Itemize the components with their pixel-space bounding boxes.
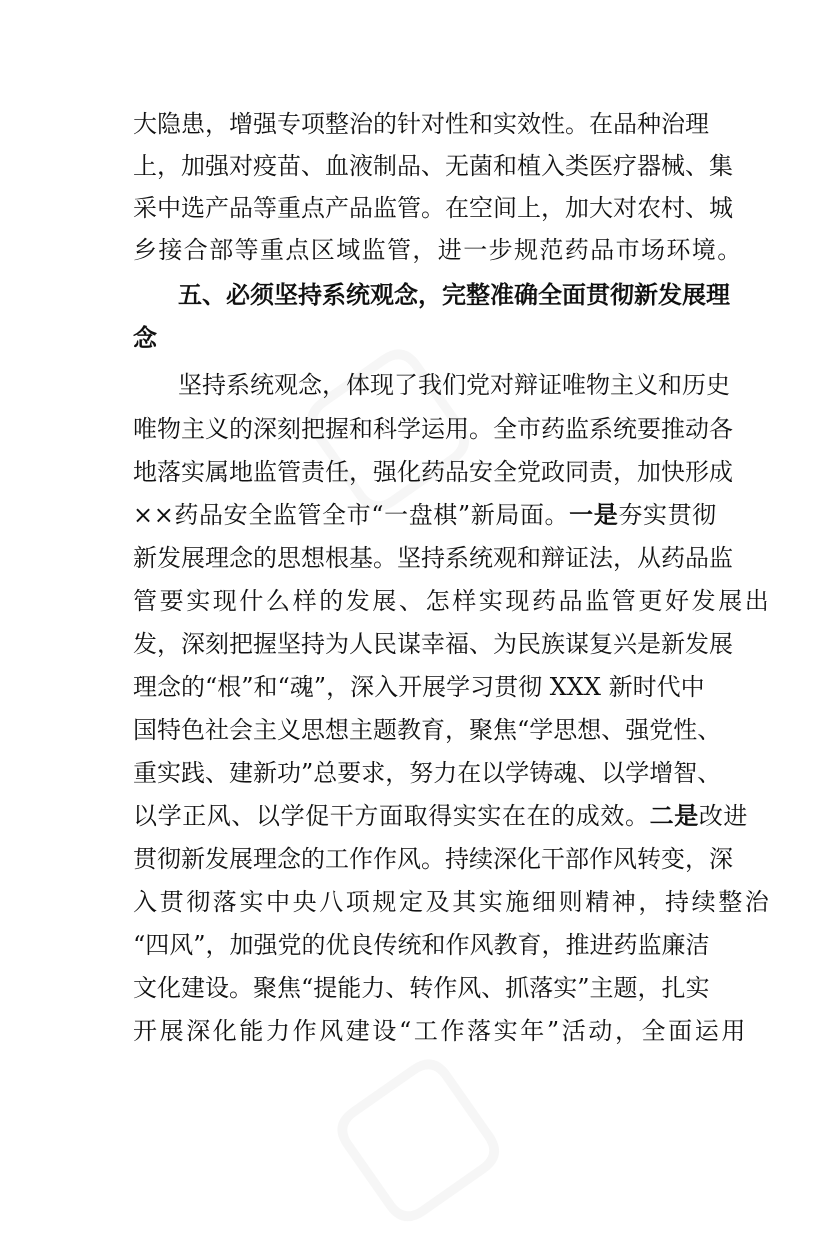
body-line xyxy=(133,495,717,535)
section-heading-cont: 念 xyxy=(133,323,159,352)
body-line: 乡接合部等重点区域监管，进一步规范药品市场环境。 xyxy=(133,236,743,264)
body-line xyxy=(133,796,749,836)
body-line: 重实践、建新功”总要求，努力在以学铸魂、以学增智、 xyxy=(133,759,722,787)
body-line: 采中选产品等重点产品监管。在空间上，加大对农村、城 xyxy=(133,194,733,222)
body-line: 新发展理念的思想根基。坚持系统观和辩证法，从药品监 xyxy=(133,544,733,572)
section-heading: 五、必须坚持系统观念，完整准确全面贯彻新发展理 xyxy=(178,280,730,309)
emphasis-text: 一是 xyxy=(569,500,619,529)
body-text: 夯实贯彻 xyxy=(618,501,717,529)
body-line: 上，加强对疫苗、血液制品、无菌和植入类医疗器械、集 xyxy=(133,152,733,180)
body-text: 以学正风、以学促干方面取得实实在在的成效。 xyxy=(133,802,650,830)
body-line: 大隐患，增强专项整治的针对性和实效性。在品种治理 xyxy=(133,110,709,138)
body-line: 地落实属地监管责任，强化药品安全党政同责，加快形成 xyxy=(133,458,733,486)
body-line: 坚持系统观念，体现了我们党对辩证唯物主义和历史 xyxy=(178,371,730,399)
emphasis-text: 二是 xyxy=(649,801,699,830)
body-text: ××药品安全监管全市“一盘棋”新局面。 xyxy=(133,501,570,529)
body-line: “四风”，加强党的优良传统和作风教育，推进药监廉洁 xyxy=(133,931,710,959)
body-line: 入贯彻落实中央八项规定及其实施细则精神，持续整治 xyxy=(133,888,772,916)
body-line: 贯彻新发展理念的工作作风。持续深化干部作风转变，深 xyxy=(133,845,733,873)
body-line: 文化建设。聚焦“提能力、转作风、抓落实”主题，扎实 xyxy=(133,974,710,1002)
body-text: 改进 xyxy=(698,802,749,830)
body-line: 唯物主义的深刻把握和科学运用。全市药监系统要推动各 xyxy=(133,415,733,443)
body-line: 理念的“根”和“魂”，深入开展学习贯彻 XXX 新时代中 xyxy=(133,673,705,701)
body-line: 开展深化能力作风建设“工作落实年”活动，全面运用 xyxy=(133,1017,748,1045)
body-line: 国特色社会主义思想主题教育，聚焦“学思想、强党性、 xyxy=(133,716,722,744)
body-line: 管要实现什么样的发展、怎样实现药品监管更好发展出 xyxy=(133,587,772,615)
body-line: 发，深刻把握坚持为人民谋幸福、为民族谋复兴是新发展 xyxy=(133,630,733,658)
